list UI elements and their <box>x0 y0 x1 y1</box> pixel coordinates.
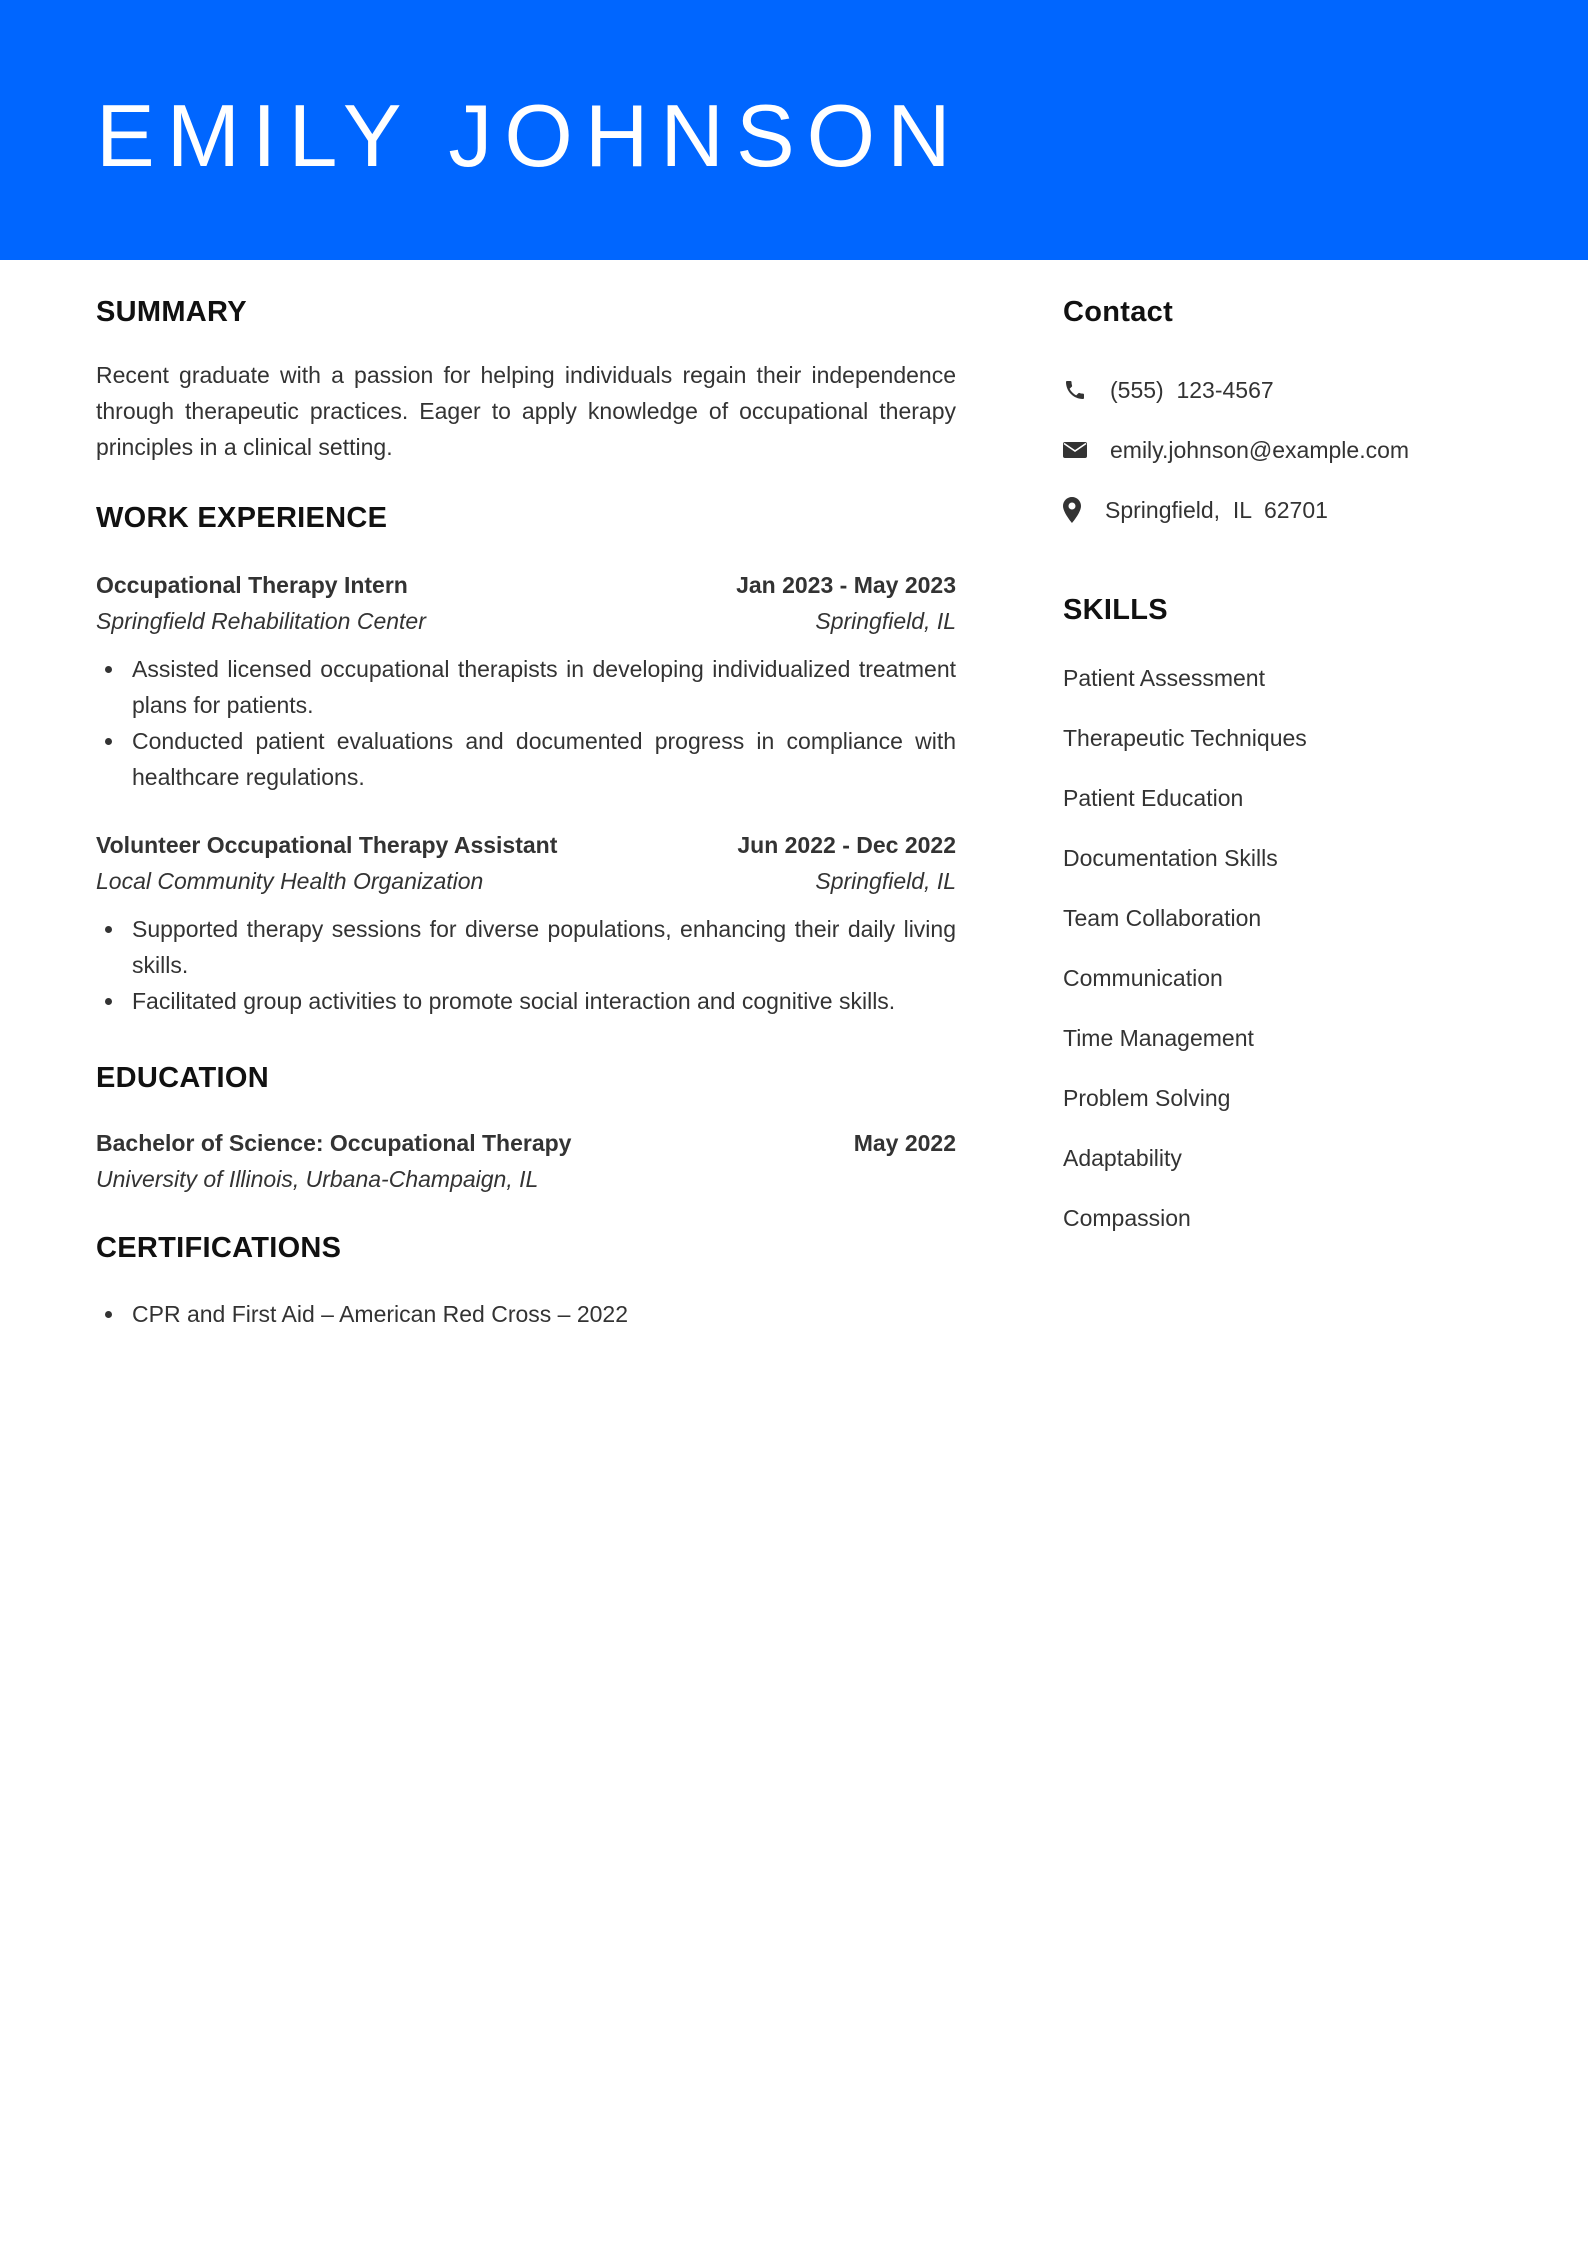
job-organization: Springfield Rehabilitation Center <box>96 608 426 634</box>
summary-text: Recent graduate with a passion for helping individuals regain their independence through therapeutic practices. Eager to apply knowledge of occupational therapy principles in a clinical setting. <box>96 362 956 460</box>
skills-list <box>1063 660 1307 1260</box>
phone-icon <box>1063 377 1089 403</box>
summary-heading: SUMMARY <box>96 296 247 328</box>
skill-item: Therapeutic Techniques <box>1063 725 1307 751</box>
job-bullets <box>96 911 956 1019</box>
job-organization: Local Community Health Organization <box>96 868 484 894</box>
degree: Bachelor of Science: Occupational Therapy <box>96 1130 572 1156</box>
contact-phone <box>1063 372 1274 408</box>
education-heading: EDUCATION <box>96 1062 269 1094</box>
graduation-date: May 2022 <box>853 1130 956 1156</box>
skill-item: Compassion <box>1063 1205 1191 1231</box>
job-location: Springfield, IL <box>815 608 956 634</box>
job-entry <box>96 827 956 1019</box>
job-dates: Jan 2023 - May 2023 <box>736 572 956 598</box>
certifications-heading: CERTIFICATIONS <box>96 1232 342 1264</box>
header-banner <box>0 0 1588 260</box>
job-bullet: Supported therapy sessions for diverse populations, enhancing their daily living skills. <box>96 911 956 983</box>
candidate-name: EMILY JOHNSON <box>96 86 963 185</box>
contact-heading: Contact <box>1063 296 1174 328</box>
certification-item: CPR and First Aid – American Red Cross – 2022 <box>96 1296 956 1332</box>
job-bullet: Assisted licensed occupational therapists in developing individualized treatment plans for patients. <box>96 651 956 723</box>
skill-item: Patient Education <box>1063 785 1244 811</box>
phone-number: (555) 123-4567 <box>1110 377 1274 403</box>
contact-email <box>1063 432 1409 468</box>
job-role: Volunteer Occupational Therapy Assistant <box>96 832 558 858</box>
skill-item: Problem Solving <box>1063 1085 1231 1111</box>
map-pin-icon <box>1063 497 1089 523</box>
job-bullet: Facilitated group activities to promote social interaction and cognitive skills. <box>96 983 956 1019</box>
skill-item: Adaptability <box>1063 1145 1182 1171</box>
job-dates: Jun 2022 - Dec 2022 <box>737 832 956 858</box>
skill-item: Patient Assessment <box>1063 665 1265 691</box>
envelope-icon <box>1063 437 1089 463</box>
job-role: Occupational Therapy Intern <box>96 572 408 598</box>
skills-heading: SKILLS <box>1063 594 1168 626</box>
certifications-list <box>96 1296 956 1332</box>
school: University of Illinois, Urbana-Champaign, IL <box>96 1166 539 1192</box>
email-address: emily.johnson@example.com <box>1110 437 1410 463</box>
location-text: Springfield, IL 62701 <box>1105 497 1328 523</box>
education-entry <box>96 1125 956 1197</box>
job-entry <box>96 567 956 795</box>
work-experience-heading: WORK EXPERIENCE <box>96 502 388 534</box>
skill-item: Documentation Skills <box>1063 845 1278 871</box>
job-location: Springfield, IL <box>815 868 956 894</box>
skill-item: Communication <box>1063 965 1223 991</box>
contact-location <box>1063 492 1328 528</box>
skill-item: Team Collaboration <box>1063 905 1262 931</box>
job-bullet: Conducted patient evaluations and documented progress in compliance with healthcare regulations. <box>96 723 956 795</box>
skill-item: Time Management <box>1063 1025 1254 1051</box>
job-bullets <box>96 651 956 795</box>
